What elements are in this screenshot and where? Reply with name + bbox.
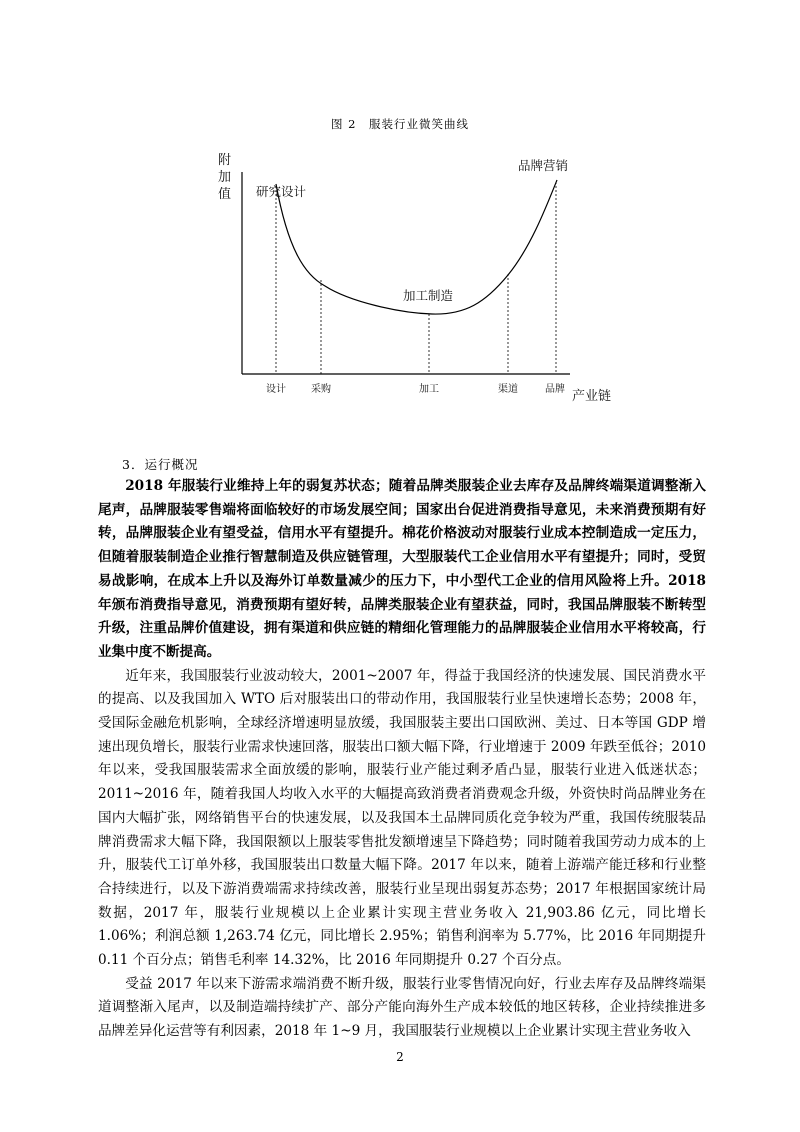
x-tick-design: 设计	[266, 384, 286, 395]
y-axis-label-1: 附	[218, 153, 232, 168]
stage-label-manufacturing: 加工制造	[403, 288, 454, 303]
x-axis-label: 产业链	[572, 389, 612, 404]
x-tick-brand: 品牌	[545, 384, 565, 395]
page-number: 2	[396, 1050, 404, 1064]
figure-caption: 图 2 服装行业微笑曲线	[331, 117, 469, 131]
body-text	[98, 475, 706, 1044]
summary-paragraph: 2018 年服装行业维持上年的弱复苏状态；随着品牌类服装企业去库存及品牌终端渠道调整渐入尾声，品牌服装零售端将面临较好的市场发展空间；国家出台促进消费指导意见，未来消费预期有好转，品牌服装企业有望受益，信用水平有望提升。棉花价格波动对服装行业成本控制造成一定压力，但随着服装制造企业推行智慧制造及供应链管理，大型服装代工企业信用水平有望提升；同时，受贸易战影响，在成本上升以及海外订单数量减少的压力下，中小型代工企业的信用风险将上升。2018 年颁布消费指导意见，消费预期有望好转，品牌类服装企业有望获益，同时，我国品牌服装不断转型升级，注重品牌价值建设，拥有渠道和供应链的精细化管理能力的品牌服装企业信用水平将较高，行业集中度不断提高。	[98, 478, 706, 660]
smile-curve-diagram	[200, 140, 620, 415]
history-paragraph: 近年来，我国服装行业波动较大，2001~2007 年，得益于我国经济的快速发展、国民消费水平的提高、以及我国加入 WTO 后对服装出口的带动作用，我国服装行业呈快速增长态势；2008 年，受国际金融危机影响，全球经济增速明显放缓，我国服装主要出口国欧洲、美过、日本等国 GDP 增速出现负增长，服装行业需求快速回落，服装出口额大幅下降，行业增速于 2009 年跌至低谷；2010 年以来，受我国服装需求全面放缓的影响，服装行业产能过剩矛盾凸显，服装行业进入低迷状态；2011~2016 年，随着我国人均收入水平的大幅提高致消费者消费观念升级，外资快时尚品牌业务在国内大幅扩张，网络销售平台的快速发展，以及我国本土品牌同质化竞争较为严重，我国传统服装品牌消费需求大幅下降，我国限额以上服装零售批发额增速呈下降趋势；同时随着我国劳动力成本的上升，服装代工订单外移，我国服装出口数量大幅下降。2017 年以来，随着上游端产能迁移和行业整合持续进行，以及下游消费端需求持续改善，服装行业呈现出弱复苏态势；2017 年根据国家统计局数据，2017 年，服装行业规模以上企业累计实现主营业务收入 21,903.86 亿元，同比增长 1.06%；利润总额 1,263.74 亿元，同比增长 2.95%；销售利润率为 5.77%，比 2016 年同期提升 0.11 个百分点；销售毛利率 14.32%，比 2016 年同期提升 0.27 个百分点。	[98, 667, 706, 969]
stage-label-brand-marketing: 品牌营销	[518, 158, 569, 173]
x-tick-channel: 渠道	[498, 384, 518, 395]
x-tick-processing: 加工	[419, 384, 439, 395]
section-title: 3．运行概况	[122, 457, 199, 472]
recent-paragraph: 受益 2017 年以来下游需求端消费不断升级，服装行业零售情况向好，行业去库存及品牌终端渠道调整渐入尾声，以及制造端持续扩产、部分产能向海外生产成本较低的地区转移，企业持续推进多品牌差异化运营等有利因素，2018 年 1~9 月，我国服装行业规模以上企业累计实现主营业务收入	[98, 975, 706, 1040]
stage-label-research-design: 研究设计	[256, 184, 307, 199]
y-axis-label-2: 加	[218, 170, 232, 185]
x-tick-procurement: 采购	[311, 384, 331, 395]
y-axis-label-3: 值	[218, 187, 232, 202]
